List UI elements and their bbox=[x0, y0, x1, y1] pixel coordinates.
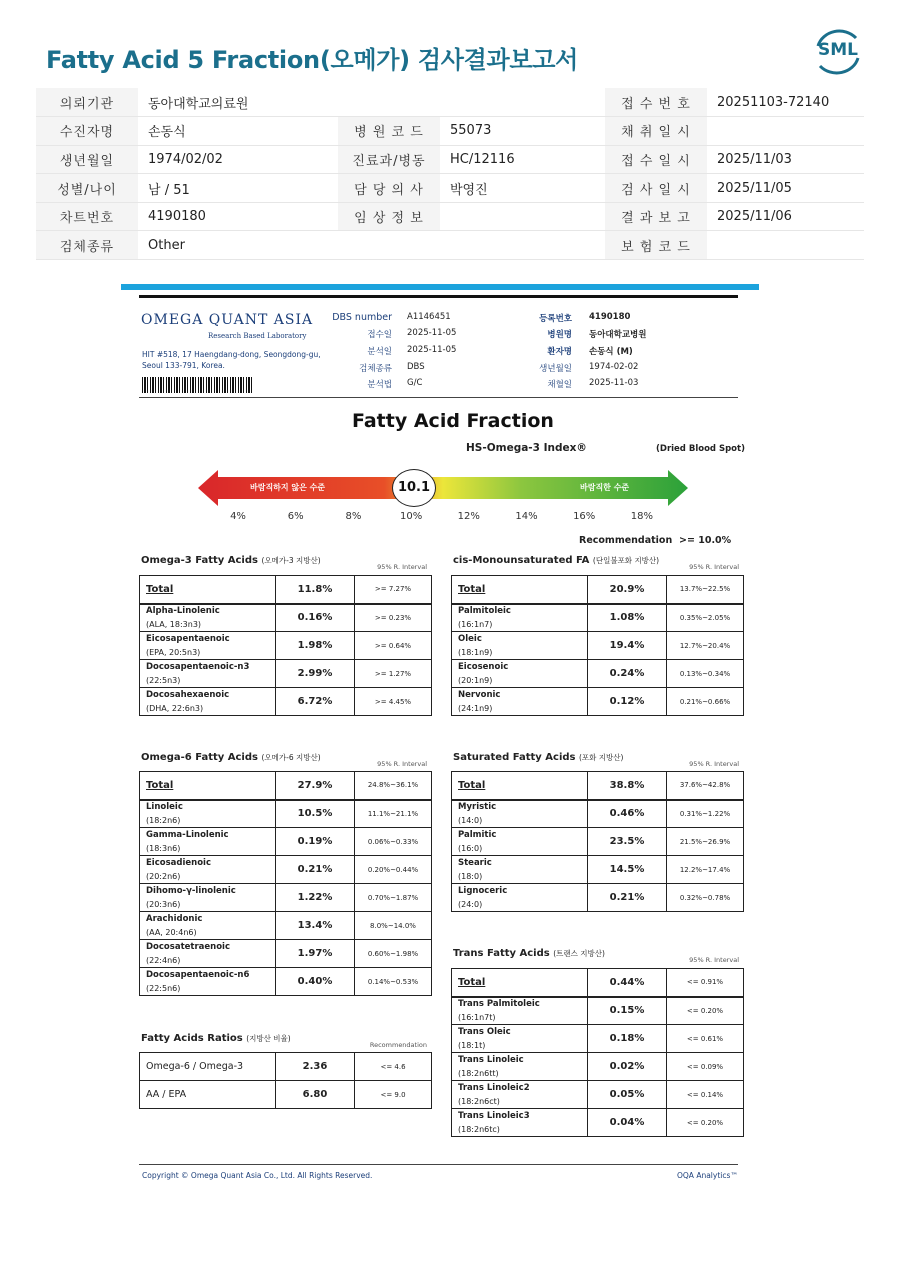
table-row bbox=[452, 1053, 744, 1081]
section-title-korean: (포화 지방산) bbox=[578, 753, 624, 762]
table-row bbox=[452, 997, 744, 1025]
analyte-name bbox=[140, 800, 276, 828]
table-row bbox=[140, 968, 432, 996]
table-row bbox=[452, 660, 744, 688]
analyte-name bbox=[140, 940, 276, 968]
analyte-name bbox=[452, 1109, 588, 1137]
info-label: 보 험 코 드 bbox=[605, 231, 707, 260]
table-row bbox=[452, 576, 744, 604]
analyte-label: Gamma-Linolenic bbox=[146, 829, 229, 840]
reference-range: <= 0.09% bbox=[667, 1053, 744, 1081]
reference-range: 0.35%~2.05% bbox=[667, 604, 744, 632]
analyte-notation: (16:0) bbox=[458, 843, 483, 853]
table-row bbox=[452, 856, 744, 884]
reference-interval-header: 95% R. Interval bbox=[377, 563, 427, 571]
reference-range: >= 0.64% bbox=[355, 632, 432, 660]
analyte-name bbox=[452, 632, 588, 660]
analyte-notation: (20:2n6) bbox=[146, 871, 181, 881]
analyte-notation: (24:1n9) bbox=[458, 703, 493, 713]
table-row bbox=[140, 940, 432, 968]
gauge-value-marker: 10.1 bbox=[392, 469, 436, 507]
table-row bbox=[452, 1081, 744, 1109]
result-value: 14.5% bbox=[588, 856, 667, 884]
analyte-name bbox=[140, 968, 276, 996]
results-table-omega6 bbox=[139, 771, 432, 996]
patient-info-row bbox=[36, 117, 864, 146]
info-label: 의뢰기관 bbox=[36, 88, 138, 117]
table-row bbox=[140, 688, 432, 716]
info-value: 55073 bbox=[440, 117, 605, 146]
section-title-omega6 bbox=[141, 752, 321, 763]
reference-range: 11.1%~21.1% bbox=[355, 800, 432, 828]
analyte-name bbox=[452, 604, 588, 632]
info-value: 2025/11/03 bbox=[707, 145, 864, 174]
analyte-name: Total bbox=[452, 969, 588, 997]
table-row bbox=[452, 828, 744, 856]
analyte-notation: (22:4n6) bbox=[146, 955, 181, 965]
result-value: 0.21% bbox=[276, 856, 355, 884]
table-row bbox=[452, 800, 744, 828]
reference-range: 24.8%~36.1% bbox=[355, 772, 432, 800]
patient-info-row bbox=[36, 145, 864, 174]
recommendation-value: >= 10.0% bbox=[679, 535, 732, 546]
info-value bbox=[440, 88, 605, 117]
analyte-label: Trans Linoleic2 bbox=[458, 1082, 530, 1093]
gauge-tick-label: 14% bbox=[515, 511, 538, 522]
meta-value: DBS bbox=[407, 362, 425, 372]
reference-range: >= 0.23% bbox=[355, 604, 432, 632]
results-table-trans bbox=[451, 968, 744, 1137]
analyte-notation: (20:1n9) bbox=[458, 675, 493, 685]
analyte-name bbox=[140, 632, 276, 660]
barcode bbox=[142, 377, 254, 393]
meta-value: 1974-02-02 bbox=[589, 362, 639, 372]
specimen-type: (Dried Blood Spot) bbox=[656, 444, 745, 454]
info-value: 20251103-72140 bbox=[707, 88, 864, 117]
reference-range: 0.60%~1.98% bbox=[355, 940, 432, 968]
lab-header-rule bbox=[139, 295, 738, 298]
reference-range: 21.5%~26.9% bbox=[667, 828, 744, 856]
table-row bbox=[452, 772, 744, 800]
analyte-label: Eicosapentaenoic bbox=[146, 633, 230, 644]
footer-rule bbox=[139, 1164, 738, 1165]
meta-label: 검체종류 bbox=[359, 364, 392, 374]
meta-value: 4190180 bbox=[589, 312, 631, 322]
result-value: 13.4% bbox=[276, 912, 355, 940]
analyte-name bbox=[452, 997, 588, 1025]
copyright: Copyright © Omega Quant Asia Co., Ltd. All Rights Reserved. bbox=[142, 1171, 373, 1180]
info-label: 검 사 일 시 bbox=[605, 174, 707, 203]
table-row bbox=[140, 604, 432, 632]
analyte-label: Docosahexaenoic bbox=[146, 689, 230, 700]
section-title-text: Trans Fatty Acids bbox=[453, 948, 550, 959]
analyte-notation: (14:0) bbox=[458, 815, 483, 825]
meta-label: 채혈일 bbox=[547, 380, 572, 390]
analyte-notation: (20:3n6) bbox=[146, 899, 181, 909]
analyte-notation: (22:5n6) bbox=[146, 983, 181, 993]
section-title-korean: (단일불포화 지방산) bbox=[592, 556, 660, 565]
info-value: 2025/11/05 bbox=[707, 174, 864, 203]
result-value: 23.5% bbox=[588, 828, 667, 856]
gauge-tick-label: 8% bbox=[345, 511, 362, 522]
reference-range: 0.70%~1.87% bbox=[355, 884, 432, 912]
info-label: 차트번호 bbox=[36, 202, 138, 231]
analyte-label: Palmitic bbox=[458, 829, 497, 840]
table-row bbox=[140, 576, 432, 604]
analyte-label: Arachidonic bbox=[146, 913, 203, 924]
meta-label: 분석법 bbox=[367, 380, 392, 390]
info-value: 박영진 bbox=[440, 174, 605, 203]
table-row bbox=[452, 1025, 744, 1053]
results-table-ratios bbox=[139, 1052, 432, 1109]
analyte-name: Total bbox=[452, 576, 588, 604]
section-title-korean: (지방산 비율) bbox=[246, 1034, 291, 1043]
analyte-notation: (16:1n7) bbox=[458, 619, 493, 629]
analyte-name bbox=[140, 912, 276, 940]
analyte-name bbox=[140, 856, 276, 884]
table-row bbox=[140, 1081, 432, 1109]
analyte-label: Eicosenoic bbox=[458, 661, 509, 672]
analyte-name bbox=[140, 660, 276, 688]
result-value: 6.72% bbox=[276, 688, 355, 716]
analyte-label: Alpha-Linolenic bbox=[146, 605, 220, 616]
analyte-notation: (18:3n6) bbox=[146, 843, 181, 853]
gauge-tick-label: 16% bbox=[573, 511, 596, 522]
meta-label: 생년월일 bbox=[539, 364, 572, 374]
gauge-bad-label: 바람직하지 않은 수준 bbox=[250, 483, 326, 492]
result-value: 38.8% bbox=[588, 772, 667, 800]
info-label: 담 당 의 사 bbox=[338, 174, 440, 203]
analyte-label: Myristic bbox=[458, 801, 497, 812]
analyte-name bbox=[140, 884, 276, 912]
analyte-notation: (18:1t) bbox=[458, 1040, 486, 1050]
reference-range: 0.14%~0.53% bbox=[355, 968, 432, 996]
reference-range: <= 4.6 bbox=[355, 1053, 432, 1081]
analyte-label: Docosapentaenoic-n3 bbox=[146, 661, 250, 672]
info-value: 동아대학교의료원 bbox=[138, 88, 338, 117]
lab-address: HIT #518, 17 Haengdang-dong, Seongdong-gu, Seoul 133-791, Korea. bbox=[142, 350, 321, 370]
analyte-label: Trans Oleic bbox=[458, 1026, 511, 1037]
info-label: 접 수 번 호 bbox=[605, 88, 707, 117]
patient-info-row bbox=[36, 202, 864, 231]
info-value bbox=[440, 202, 605, 231]
section-title-korean: (오메가-6 지방산) bbox=[261, 753, 321, 762]
info-value: 4190180 bbox=[138, 202, 338, 231]
result-value: 0.24% bbox=[588, 660, 667, 688]
result-value: 0.19% bbox=[276, 828, 355, 856]
meta-value: 2025-11-03 bbox=[589, 378, 639, 388]
analyte-label: Docosapentaenoic-n6 bbox=[146, 969, 250, 980]
meta-value: 동아대학교병원 bbox=[589, 330, 647, 340]
reference-range: <= 0.20% bbox=[667, 997, 744, 1025]
info-label: 채 취 일 시 bbox=[605, 117, 707, 146]
result-value: 0.18% bbox=[588, 1025, 667, 1053]
info-label: 성별/나이 bbox=[36, 174, 138, 203]
section-title-omega3 bbox=[141, 555, 321, 566]
meta-label: 등록번호 bbox=[539, 314, 572, 324]
info-label bbox=[338, 88, 440, 117]
meta-label: 분석일 bbox=[367, 347, 392, 357]
analyte-label: Palmitoleic bbox=[458, 605, 511, 616]
analyte-name: Omega-6 / Omega-3 bbox=[140, 1053, 276, 1081]
analyte-notation: (DHA, 22:6n3) bbox=[146, 703, 204, 713]
results-table-sfa bbox=[451, 771, 744, 912]
result-value: 20.9% bbox=[588, 576, 667, 604]
meta-label: 환자명 bbox=[547, 347, 572, 357]
analyte-notation: (18:2n6tc) bbox=[458, 1124, 500, 1134]
info-value: 1974/02/02 bbox=[138, 145, 338, 174]
patient-info-row bbox=[36, 231, 864, 260]
analyte-notation: (18:1n9) bbox=[458, 647, 493, 657]
info-label: 수진자명 bbox=[36, 117, 138, 146]
analyte-notation: (AA, 20:4n6) bbox=[146, 927, 197, 937]
section-title-ratios bbox=[141, 1033, 291, 1044]
reference-range: 0.20%~0.44% bbox=[355, 856, 432, 884]
reference-range: 12.7%~20.4% bbox=[667, 632, 744, 660]
analyte-label: Eicosadienoic bbox=[146, 857, 211, 868]
reference-range: >= 7.27% bbox=[355, 576, 432, 604]
table-row bbox=[140, 884, 432, 912]
analyte-notation: (18:2n6ct) bbox=[458, 1096, 500, 1106]
analyte-label: Trans Linoleic bbox=[458, 1054, 524, 1065]
table-row bbox=[140, 912, 432, 940]
gauge-good-label: 바람직한 수준 bbox=[580, 483, 630, 492]
meta-value: A1146451 bbox=[407, 312, 451, 322]
gauge-tick-label: 10% bbox=[399, 511, 423, 522]
result-value: 2.99% bbox=[276, 660, 355, 688]
analyte-name: Total bbox=[140, 576, 276, 604]
meta-value: 손동식 (M) bbox=[589, 347, 633, 357]
gauge-tick-label: 6% bbox=[287, 511, 304, 522]
info-label bbox=[338, 231, 440, 260]
meta-label: DBS number bbox=[332, 312, 392, 323]
section-title-text: Omega-3 Fatty Acids bbox=[141, 555, 258, 566]
result-value: 1.08% bbox=[588, 604, 667, 632]
reference-range: 13.7%~22.5% bbox=[667, 576, 744, 604]
reference-interval-header: 95% R. Interval bbox=[689, 760, 739, 768]
reference-range: >= 1.27% bbox=[355, 660, 432, 688]
result-value: 11.8% bbox=[276, 576, 355, 604]
table-row bbox=[140, 856, 432, 884]
gauge-tick-label: 4% bbox=[230, 511, 246, 522]
reference-range: 0.31%~1.22% bbox=[667, 800, 744, 828]
section-title-text: Omega-6 Fatty Acids bbox=[141, 752, 258, 763]
reference-range: >= 4.45% bbox=[355, 688, 432, 716]
reference-interval-header: Recommendation bbox=[369, 1041, 427, 1049]
result-value: 2.36 bbox=[276, 1053, 355, 1081]
reference-range: 12.2%~17.4% bbox=[667, 856, 744, 884]
section-title-text: cis-Monounsaturated FA bbox=[453, 555, 590, 566]
analyte-name bbox=[452, 1053, 588, 1081]
table-row bbox=[452, 632, 744, 660]
info-value: 남 / 51 bbox=[138, 174, 338, 203]
analyte-notation: (16:1n7t) bbox=[458, 1012, 496, 1022]
analyte-name bbox=[452, 688, 588, 716]
footer-brand: OQA Analytics™ bbox=[677, 1171, 738, 1180]
analyte-name bbox=[140, 688, 276, 716]
meta-value: 2025-11-05 bbox=[407, 345, 457, 355]
info-value: 2025/11/06 bbox=[707, 202, 864, 231]
analyte-notation: (24:0) bbox=[458, 899, 483, 909]
reference-range: <= 0.61% bbox=[667, 1025, 744, 1053]
info-label: 접 수 일 시 bbox=[605, 145, 707, 174]
analyte-name bbox=[452, 660, 588, 688]
patient-info-row bbox=[36, 88, 864, 117]
info-label: 검체종류 bbox=[36, 231, 138, 260]
top-accent-bar bbox=[121, 284, 759, 290]
table-row bbox=[452, 604, 744, 632]
meta-value: 2025-11-05 bbox=[407, 328, 457, 338]
table-row bbox=[140, 772, 432, 800]
info-value: HC/12116 bbox=[440, 145, 605, 174]
table-row bbox=[140, 632, 432, 660]
result-value: 0.44% bbox=[588, 969, 667, 997]
table-row bbox=[452, 969, 744, 997]
reference-range: 0.06%~0.33% bbox=[355, 828, 432, 856]
result-value: 0.04% bbox=[588, 1109, 667, 1137]
meta-value: G/C bbox=[407, 378, 423, 388]
result-value: 0.12% bbox=[588, 688, 667, 716]
reference-range: 0.13%~0.34% bbox=[667, 660, 744, 688]
result-value: 0.02% bbox=[588, 1053, 667, 1081]
results-table-mufa bbox=[451, 575, 744, 716]
result-value: 1.98% bbox=[276, 632, 355, 660]
analyte-notation: (18:2n6) bbox=[146, 815, 181, 825]
section-title-mufa bbox=[453, 555, 659, 566]
result-value: 0.05% bbox=[588, 1081, 667, 1109]
section-title-korean: (트랜스 지방산) bbox=[553, 949, 605, 958]
table-row bbox=[452, 688, 744, 716]
section-title-korean: (오메가-3 지방산) bbox=[261, 556, 321, 565]
reference-interval-header: 95% R. Interval bbox=[377, 760, 427, 768]
analyte-name bbox=[452, 1025, 588, 1053]
analyte-label: Oleic bbox=[458, 633, 482, 644]
gauge-tick-label: 18% bbox=[630, 511, 653, 522]
reference-interval-header: 95% R. Interval bbox=[689, 563, 739, 571]
result-value: 27.9% bbox=[276, 772, 355, 800]
result-value: 1.97% bbox=[276, 940, 355, 968]
analyte-name bbox=[452, 884, 588, 912]
oqa-subtitle: Research Based Laboratory bbox=[208, 332, 307, 340]
info-value bbox=[707, 117, 864, 146]
meta-label: 병원명 bbox=[547, 330, 572, 340]
lab-meta-rule bbox=[139, 397, 738, 398]
table-row bbox=[140, 660, 432, 688]
reference-range: 8.0%~14.0% bbox=[355, 912, 432, 940]
analyte-label: Stearic bbox=[458, 857, 492, 868]
reference-range: 37.6%~42.8% bbox=[667, 772, 744, 800]
analyte-name bbox=[452, 856, 588, 884]
info-value: 손동식 bbox=[138, 117, 338, 146]
reference-range: <= 0.14% bbox=[667, 1081, 744, 1109]
patient-info-table bbox=[36, 88, 864, 260]
sml-logo bbox=[812, 28, 864, 76]
logo-text: SML bbox=[818, 40, 858, 60]
report-title: Fatty Acid 5 Fraction(오메가) 검사결과보고서 bbox=[46, 46, 579, 74]
info-label: 진료과/병동 bbox=[338, 145, 440, 174]
analyte-name: AA / EPA bbox=[140, 1081, 276, 1109]
analyte-name bbox=[140, 828, 276, 856]
analyte-notation: (EPA, 20:5n3) bbox=[146, 647, 201, 657]
recommendation-label: Recommendation bbox=[579, 535, 673, 546]
meta-label: 접수일 bbox=[367, 330, 392, 340]
hs-omega3-index-title: HS-Omega-3 Index® bbox=[466, 442, 587, 454]
result-value: 6.80 bbox=[276, 1081, 355, 1109]
table-row bbox=[452, 1109, 744, 1137]
table-row bbox=[452, 884, 744, 912]
table-row bbox=[140, 1053, 432, 1081]
info-label: 생년월일 bbox=[36, 145, 138, 174]
reference-interval-header: 95% R. Interval bbox=[689, 956, 739, 964]
result-value: 10.5% bbox=[276, 800, 355, 828]
analyte-label: Nervonic bbox=[458, 689, 501, 700]
analyte-label: Docosatetraenoic bbox=[146, 941, 230, 952]
result-value: 0.15% bbox=[588, 997, 667, 1025]
analyte-name: Total bbox=[452, 772, 588, 800]
result-value: 19.4% bbox=[588, 632, 667, 660]
result-value: 1.22% bbox=[276, 884, 355, 912]
oqa-logo: OMEGA QUANT ASIA bbox=[141, 312, 314, 328]
info-label: 임 상 정 보 bbox=[338, 202, 440, 231]
patient-info-row bbox=[36, 174, 864, 203]
reference-range: <= 9.0 bbox=[355, 1081, 432, 1109]
analyte-name: Total bbox=[140, 772, 276, 800]
fatty-acid-fraction-title: Fatty Acid Fraction bbox=[352, 410, 554, 432]
info-label: 결 과 보 고 bbox=[605, 202, 707, 231]
reference-range: <= 0.20% bbox=[667, 1109, 744, 1137]
analyte-label: Lignoceric bbox=[458, 885, 508, 896]
analyte-name bbox=[140, 604, 276, 632]
section-title-text: Saturated Fatty Acids bbox=[453, 752, 576, 763]
table-row bbox=[140, 800, 432, 828]
result-value: 0.21% bbox=[588, 884, 667, 912]
info-value bbox=[440, 231, 605, 260]
reference-range: 0.21%~0.66% bbox=[667, 688, 744, 716]
results-table-omega3 bbox=[139, 575, 432, 716]
analyte-label: Dihomo-γ-linolenic bbox=[146, 885, 236, 896]
result-value: 0.16% bbox=[276, 604, 355, 632]
analyte-label: Linoleic bbox=[146, 801, 183, 812]
gauge-tick-label: 12% bbox=[457, 511, 480, 522]
result-value: 0.40% bbox=[276, 968, 355, 996]
info-label: 병 원 코 드 bbox=[338, 117, 440, 146]
section-title-trans bbox=[453, 948, 605, 959]
analyte-label: Trans Linoleic3 bbox=[458, 1110, 530, 1121]
analyte-notation: (18:0) bbox=[458, 871, 483, 881]
analyte-label: Trans Palmitoleic bbox=[458, 998, 540, 1009]
analyte-name bbox=[452, 828, 588, 856]
section-title-sfa bbox=[453, 752, 623, 763]
table-row bbox=[140, 828, 432, 856]
reference-range: <= 0.91% bbox=[667, 969, 744, 997]
analyte-name bbox=[452, 800, 588, 828]
info-value: Other bbox=[138, 231, 338, 260]
analyte-notation: (22:5n3) bbox=[146, 675, 181, 685]
analyte-notation: (18:2n6tt) bbox=[458, 1068, 499, 1078]
analyte-notation: (ALA, 18:3n3) bbox=[146, 619, 202, 629]
section-title-text: Fatty Acids Ratios bbox=[141, 1033, 243, 1044]
info-value bbox=[707, 231, 864, 260]
analyte-name bbox=[452, 1081, 588, 1109]
result-value: 0.46% bbox=[588, 800, 667, 828]
reference-range: 0.32%~0.78% bbox=[667, 884, 744, 912]
